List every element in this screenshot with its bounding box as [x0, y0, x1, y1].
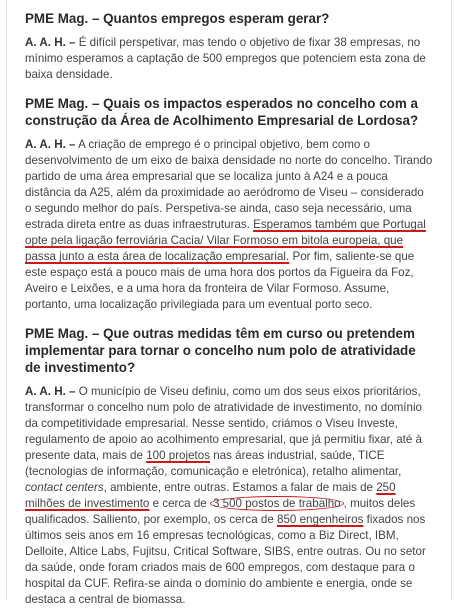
interview-block-3: [25, 325, 433, 608]
answer-underlined-highlight: 100 projetos: [146, 449, 210, 462]
answer-underlined-highlight: Esperamos também que Portugal opte pela ligação ferroviária Cacia/ Vilar Formoso em bitola europeia, que passa junto a esta área de localização empresarial.: [25, 218, 426, 263]
answer-lead: A. A. H. –: [25, 385, 76, 398]
answer-text: fixados nos últimos seis anos em 16 empresas tecnológicas, como a Biz Direct, IBM, Delloite, Altice Labs, Fujitsu, Critical Software, SIBS, entre outras. Ou no setor da saúde, onde foram criados mais de 600 empregos, com destaque para o hospital da CUF. Refira-se ainda o domínio do ambiente e energia, onde se destaca a central de biomassa.: [25, 513, 426, 606]
interview-block-2: [25, 95, 433, 313]
answer-italic-term: contact centers: [25, 481, 104, 494]
interview-question: PME Mag. – Que outras medidas têm em curso ou pretendem implementar para tornar o concelho num polo de atratividade de investimento?: [25, 326, 416, 375]
answer-underlined-highlight: 250 milhões de investimento: [25, 481, 396, 510]
interview-answer: [25, 137, 433, 313]
answer-text: e cerca de: [152, 497, 207, 510]
answer-text: É difícil perspetivar, mas tendo o objetivo de fixar 38 empresas, no mínimo esperamos a captação de 500 empregos que potenciem esta zona de baixa densidade.: [25, 36, 426, 81]
interview-answer: [25, 35, 433, 83]
answer-text: Por fim, saliente-se que este espaço está a pouco mais de uma hora dos portos da Figueira da Foz, Aveiro e Leixões, e a uma hora da fronteira de Vilar Formoso. Assume, portanto, uma localização privilegiada para um eventual porto seco.: [25, 250, 415, 311]
answer-underlined-highlight: 850 engenheiros: [277, 513, 364, 526]
interview-question: PME Mag. – Quais os impactos esperados no concelho com a construção da Área de Acolhimento Empresarial de Lordosa?: [25, 96, 419, 128]
answer-text: , ambiente, entre outras. Estamos a falar de mais de: [103, 481, 373, 494]
interview-block-1: [25, 10, 433, 83]
answer-circled-highlight: 3 500 postos de trabalho: [210, 496, 344, 511]
answer-lead: A. A. H. –: [25, 138, 76, 151]
answer-text: O município de Viseu definiu, como um dos seus eixos prioritários, transformar o concelho num polo de atratividade de investimento, no domínio da competitividade empresarial. Nesse sentido, criámos o Viseu Investe, regulamento de apoio ao acolhimento empresarial, que já permitiu fixar, até à presente data, mais de: [25, 385, 422, 462]
article-page: [6, 0, 452, 606]
interview-question: PME Mag. – Quantos empregos esperam gerar?: [25, 11, 330, 26]
answer-lead: A. A. H. –: [25, 36, 76, 49]
answer-text: A criação de emprego é o principal objetivo, bem como o desenvolvimento de um eixo de baixa densidade no norte do concelho. Tirando partido de uma área empresarial que se localiza junto à A24 e a pouca distância da A25, além da proximidade ao aeródromo de Viseu – considerado o segundo melhor do país. Perspetiva-se ainda, caso seja necessário, uma estrada direta entre as duas infraestruturas.: [25, 138, 433, 231]
interview-answer: [25, 384, 433, 608]
answer-text: , muitos deles qualificados. Salliento, por exemplo, os cerca de: [25, 497, 416, 526]
answer-text: nas áreas industrial, saúde, TICE (tecnologias de informação, comunicação e eletrónica), retalho alimentar,: [25, 449, 402, 478]
